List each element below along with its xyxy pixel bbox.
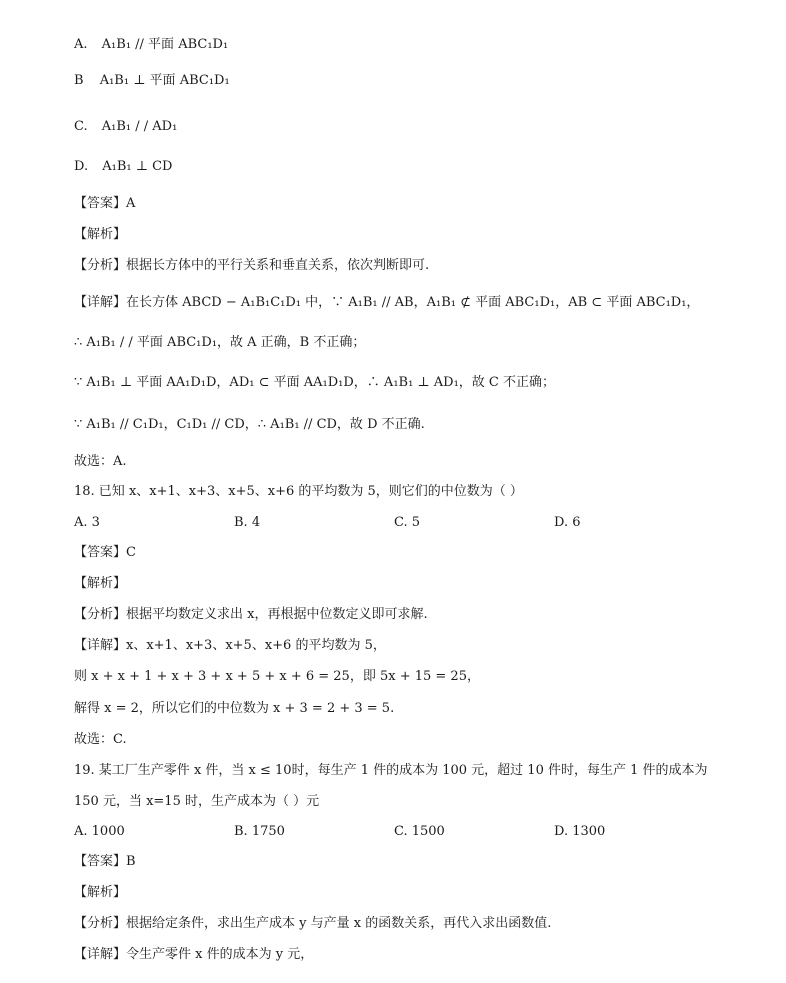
q18-detail-line-1: 【详解】x、x+1、x+3、x+5、x+6 的平均数为 5，: [74, 638, 386, 653]
q19-option-d: D. 1300: [554, 824, 606, 839]
q18-option-d: D. 6: [554, 515, 581, 530]
q18-jiexi-heading: 【解析】: [74, 576, 127, 591]
q17-option-c-label: C.: [74, 119, 88, 134]
q18-detail-line-2: 则 x + x + 1 + x + 3 + x + 5 + x + 6 = 25，即 5x + 15 = 25，: [74, 669, 480, 684]
q18-stem: 18. 已知 x、x+1、x+3、x+5、x+6 的平均数为 5，则它们的中位数为（ ）: [74, 484, 523, 499]
q18-guxuan: 故选：C.: [74, 732, 127, 747]
q17-answer: 【答案】A: [74, 196, 136, 211]
q17-jiexi-heading: 【解析】: [74, 227, 127, 242]
q19-option-b: B. 1750: [234, 824, 285, 839]
q17-option-a-text: A₁B₁ // 平面 ABC₁D₁: [101, 37, 229, 52]
q19-stem-line-2: 150 元，当 x=15 时，生产成本为（ ）元: [74, 794, 320, 809]
q18-option-c: C. 5: [394, 515, 421, 530]
q17-detail-line-1: 【详解】在长方体 ABCD − A₁B₁C₁D₁ 中，∵ A₁B₁ // AB，A₁B₁ ⊄ 平面 ABC₁D₁，AB ⊂ 平面 ABC₁D₁，: [74, 295, 700, 310]
q17-option-c: [74, 118, 177, 136]
q17-fenxi: 【分析】根据长方体中的平行关系和垂直关系，依次判断即可.: [74, 258, 430, 273]
q17-option-d: [74, 158, 172, 176]
q17-option-b-text: A₁B₁ ⊥ 平面 ABC₁D₁: [99, 73, 230, 88]
q18-answer: 【答案】C: [74, 545, 136, 560]
q18-detail-line-3: 解得 x = 2，所以它们的中位数为 x + 3 = 2 + 3 = 5.: [74, 701, 395, 716]
q19-detail-line-1: 【详解】令生产零件 x 件的成本为 y 元，: [74, 947, 314, 962]
q17-option-b-label: B: [74, 73, 84, 88]
q17-option-d-label: D.: [74, 159, 89, 174]
q17-option-a-label: A.: [74, 37, 88, 52]
q17-detail-line-3: ∵ A₁B₁ ⊥ 平面 AA₁D₁D，AD₁ ⊂ 平面 AA₁D₁D，∴ A₁B₁ ⊥ AD₁，故 C 不正确；: [74, 375, 556, 390]
q17-option-c-text: A₁B₁ / / AD₁: [101, 119, 178, 134]
q19-fenxi: 【分析】根据给定条件，求出生产成本 y 与产量 x 的函数关系，再代入求出函数值.: [74, 916, 552, 931]
q17-guxuan: 故选：A.: [74, 454, 127, 469]
q19-option-a: A. 1000: [74, 824, 125, 839]
q19-stem-line-1: 19. 某工厂生产零件 x 件，当 x ≤ 10时，每生产 1 件的成本为 100 元，超过 10 件时，每生产 1 件的成本为: [74, 763, 708, 778]
q18-option-a: A. 3: [74, 515, 100, 530]
q17-detail-line-2: ∴ A₁B₁ / / 平面 ABC₁D₁，故 A 正确，B 不正确；: [74, 335, 366, 350]
q17-option-d-text: A₁B₁ ⊥ CD: [102, 159, 173, 174]
q19-jiexi-heading: 【解析】: [74, 885, 127, 900]
q18-option-b: B. 4: [234, 515, 261, 530]
q17-detail-line-4: ∵ A₁B₁ // C₁D₁，C₁D₁ // CD，∴ A₁B₁ // CD，故 D 不正确.: [74, 417, 425, 432]
q19-answer: 【答案】B: [74, 854, 136, 869]
q17-option-b: [74, 72, 230, 90]
q18-fenxi: 【分析】根据平均数定义求出 x，再根据中位数定义即可求解.: [74, 607, 428, 622]
q19-option-c: C. 1500: [394, 824, 445, 839]
q17-option-a: [74, 36, 228, 54]
